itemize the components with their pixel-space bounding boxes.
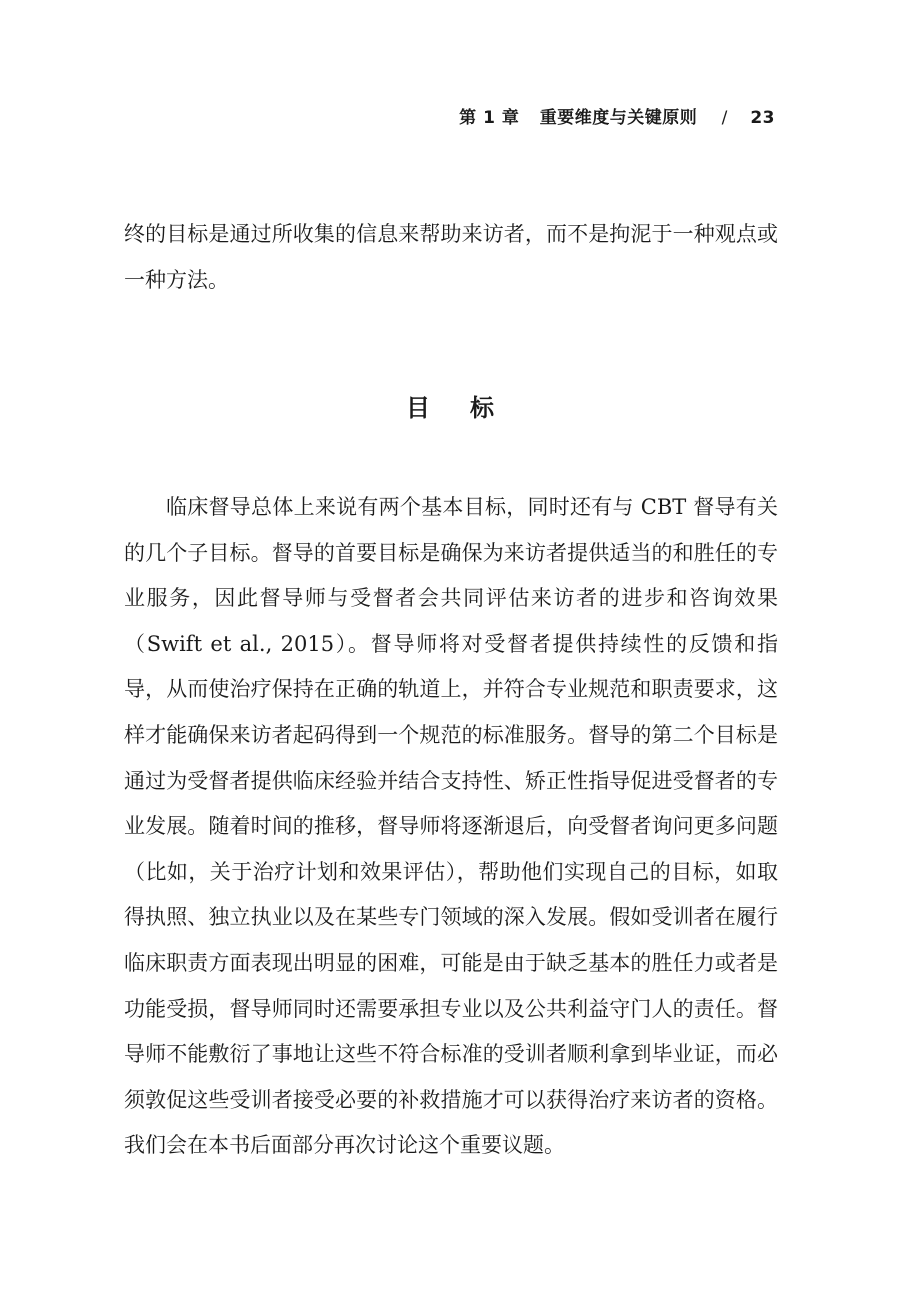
section-paragraph: 临床督导总体上来说有两个基本目标，同时还有与 CBT 督导有关的几个子目标。督导的首要目标是确保为来访者提供适当的和胜任的专业服务，因此督导师与受督者会共同评估来访者的进步和咨询效果（Swift et al., 2015）。督导师将对受督者提供持续性的反馈和指导，从而使治疗保持在正确的轨道上，并符合专业规范和职责要求，这样才能确保来访者起码得到一个规范的标准服务。督导的第二个目标是通过为受督者提供临床经验并结合支持性、矫正性指导促进受督者的专业发展。随着时间的推移，督导师将逐渐退后，向受督者询问更多问题（比如，关于治疗计划和效果评估），帮助他们实现自己的目标，如取得执照、独立执业以及在某些专门领域的深入发展。假如受训者在履行临床职责方面表现出明显的困难，可能是由于缺乏基本的胜任力或者是功能受损，督导师同时还需要承担专业以及公共利益守门人的责任。督导师不能敷衍了事地让这些不符合标准的受训者顺利拿到毕业证，而必须敦促这些受训者接受必要的补救措施才可以获得治疗来访者的资格。我们会在本书后面部分再次讨论这个重要议题。 <box>124 495 778 1158</box>
section-heading: 目标 <box>406 393 534 422</box>
header-separator: / <box>721 108 728 128</box>
page-number: 23 <box>750 108 775 128</box>
running-head <box>459 103 775 128</box>
chapter-label: 第 1 章 <box>459 108 520 128</box>
chapter-title: 重要维度与关键原则 <box>539 108 698 128</box>
carry-over-paragraph: 终的目标是通过所收集的信息来帮助来访者，而不是拘泥于一种观点或一种方法。 <box>124 222 778 292</box>
